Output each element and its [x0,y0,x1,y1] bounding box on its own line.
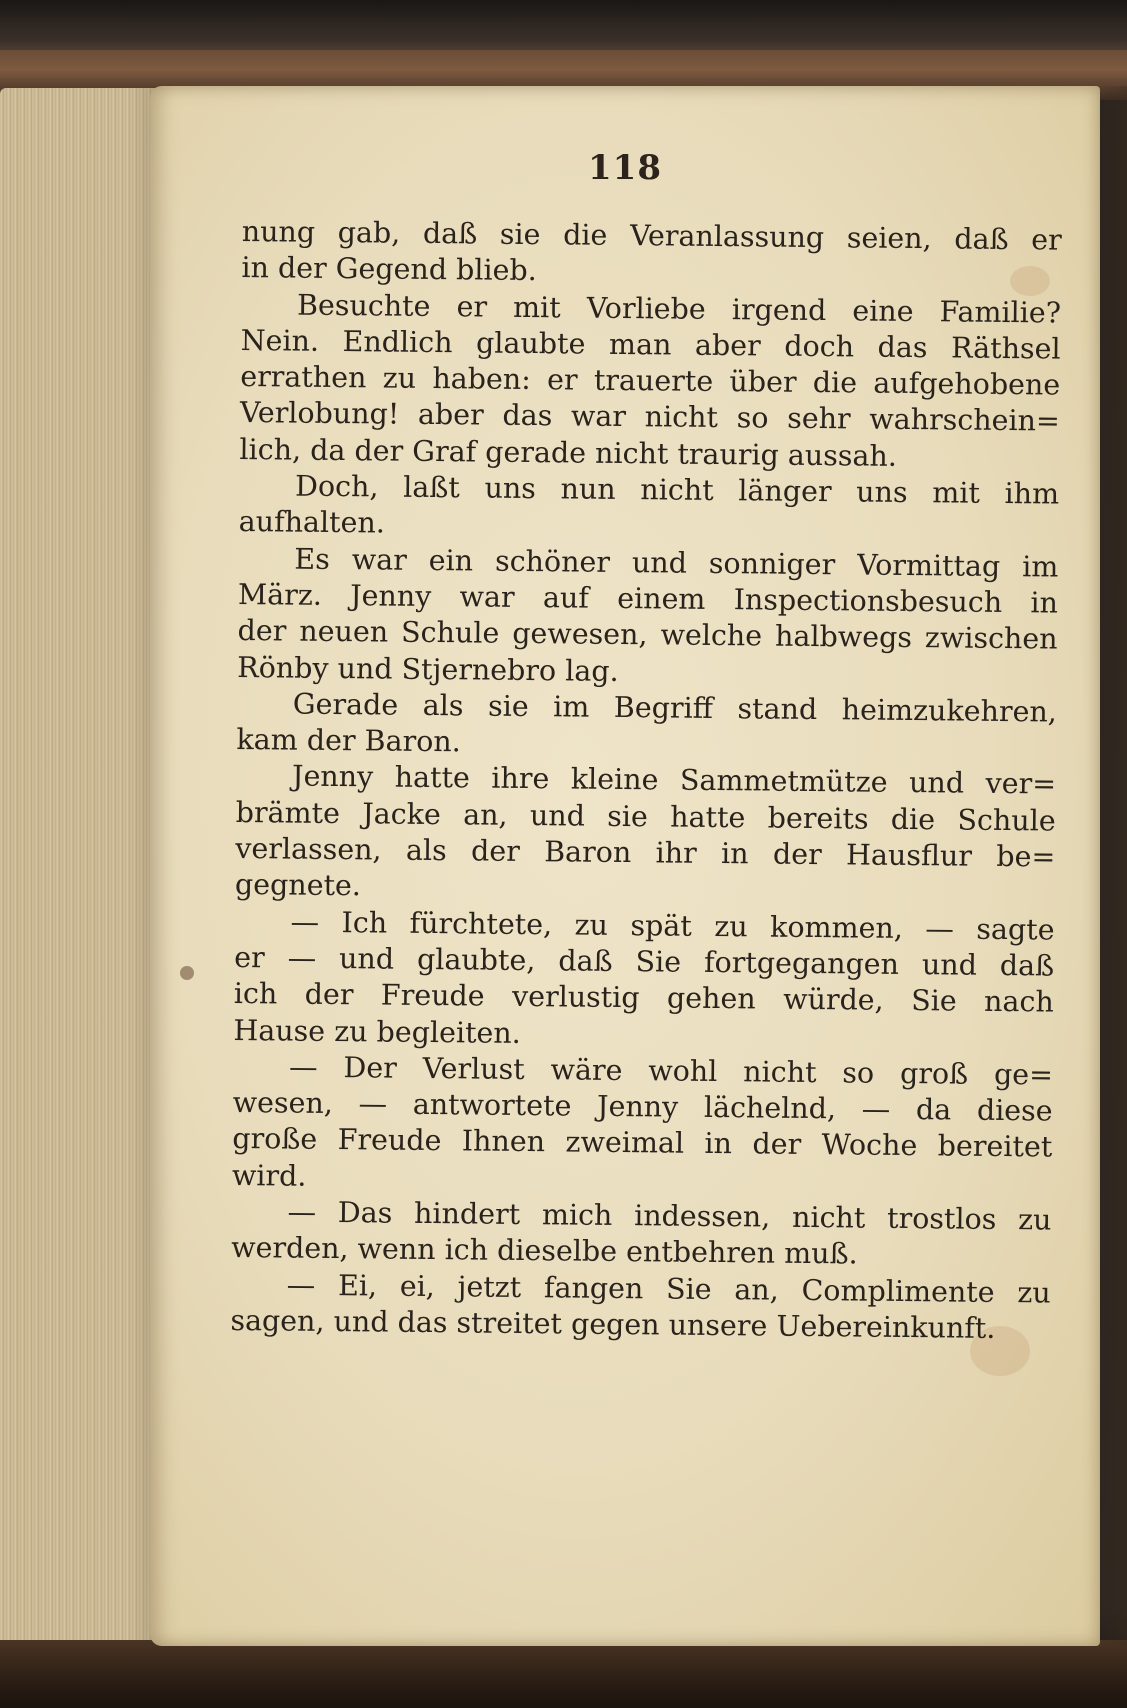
text-line: — Ei, ei, jetzt fangen Sie an, Complimente zu [286,1268,1051,1310]
text-line: Doch, laßt uns nun nicht länger uns mit ihm [294,469,1060,511]
text-line: wesen, — antwortete Jenny lächelnd, — da diese [232,1086,1053,1128]
text-line: Hause zu begleiten. [233,1013,521,1050]
text-line: Besuchte er mit Vorliebe irgend eine Familie? [296,288,1062,330]
text-line: lich, da der Graf gerade nicht traurig aussah. [239,432,898,473]
text-line: aufhalten. [238,505,386,540]
text-line: werden, wenn ich dieselbe entbehren muß. [231,1231,858,1271]
page-right-edge-shade [1097,86,1127,1646]
text-line: — Ich fürchtete, zu spät zu kommen, — sagte [290,905,1055,947]
text-line: — Das hindert mich indessen, nicht trostlos zu [287,1195,1052,1237]
body-text [230,214,1062,1348]
book-page [150,86,1100,1646]
text-line: März. Jenny war auf einem Inspectionsbesuch in [237,577,1059,620]
text-line: Es war ein schöner und sonniger Vormittag im [294,542,1059,584]
text-line: Gerade als sie im Begriff stand heimzukehren, [292,687,1058,729]
text-line: große Freude Ihnen zweimal in der Woche bereitet [232,1122,1053,1164]
text-line: in der Gegend blieb. [241,251,537,288]
text-line: — Der Verlust wäre wohl nicht so groß ge= [288,1050,1054,1092]
text-line: Rönby und Stjernebro lag. [237,650,619,688]
text-line: ich der Freude verlustig gehen würde, Sie nach [233,977,1054,1019]
text-line: nung gab, daß sie die Veranlassung seien, daß er [241,214,1062,257]
text-line: gegnete. [234,868,362,903]
text-line: der neuen Schule gewesen, welche halbwegs zwischen [237,614,1058,656]
text-line: brämte Jacke an, und sie hatte bereits die Schule [235,795,1056,838]
text-line: verlassen, als der Baron ihr in der Hausflur be= [235,832,1056,874]
text-line: er — und glaubte, daß Sie fortgegangen und daß [234,940,1055,983]
text-line: kam der Baron. [236,723,461,759]
text-line: sagen, und das streitet gegen unsere Uebereinkunft. [230,1303,996,1345]
text-line: Nein. Endlich glaubte man aber doch das Räthsel [240,323,1061,366]
text-line: wird. [231,1158,307,1193]
text-line: Jenny hatte ihre kleine Sammetmütze und ver= [291,760,1057,802]
text-line: errathen zu haben: er trauerte über die aufgehobene [240,360,1061,402]
text-line: Verlobung! aber das war nicht so sehr wahrschein= [239,396,1061,439]
foxing-spot [180,966,194,980]
page-number: 118 [588,148,662,188]
bottom-cover [0,1640,1127,1708]
